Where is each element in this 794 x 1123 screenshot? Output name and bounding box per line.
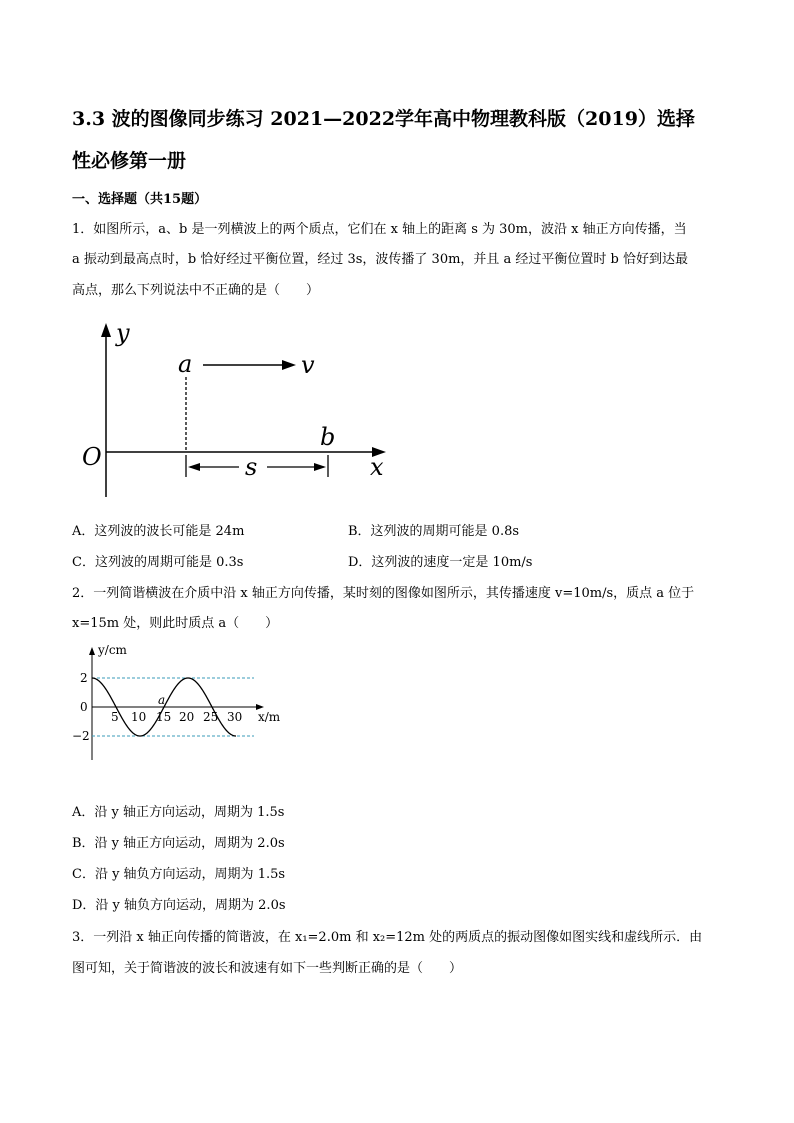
q2-x-tick-25: 25 bbox=[203, 710, 219, 724]
page-title-line2: 性必修第一册 bbox=[72, 150, 187, 172]
q1-b-label: b bbox=[320, 423, 336, 451]
q2-option-c[interactable]: C．沿 y 轴负方向运动，周期为 1.5s bbox=[72, 867, 286, 882]
q1-s-arrow-left-icon bbox=[188, 463, 200, 471]
q2-option-b[interactable]: B．沿 y 轴正方向运动，周期为 2.0s bbox=[72, 836, 285, 851]
q2-x-tick-15: 15 bbox=[156, 710, 172, 724]
q2-point-a-label: a bbox=[158, 693, 166, 707]
q3-text-line2: 图可知，关于简谐波的波长和波速有如下一些判断正确的是（ ） bbox=[72, 961, 463, 976]
q1-figure bbox=[72, 315, 402, 505]
section-heading: 一、选择题（共15题） bbox=[72, 192, 208, 207]
q2-x-tick-30: 30 bbox=[227, 710, 243, 724]
q2-y-tick-0: 0 bbox=[80, 700, 88, 714]
q2-option-d[interactable]: D．沿 y 轴负方向运动，周期为 2.0s bbox=[72, 898, 286, 913]
q1-option-a[interactable]: A．这列波的波长可能是 24m bbox=[72, 524, 245, 539]
q2-y-arrow-icon bbox=[89, 647, 95, 655]
q1-v-label: v bbox=[301, 351, 315, 379]
q1-y-arrow-icon bbox=[101, 323, 111, 337]
q2-text-line1: 2．一列简谐横波在介质中沿 x 轴正方向传播，某时刻的图像如图所示，其传播速度 v=10m/s，质点 a 位于 bbox=[72, 586, 695, 601]
q2-x-tick-20: 20 bbox=[179, 710, 195, 724]
q2-figure bbox=[72, 640, 302, 765]
q2-x-tick-10: 10 bbox=[131, 710, 147, 724]
q1-velocity-arrow-icon bbox=[282, 360, 296, 370]
q1-s-label: s bbox=[245, 453, 258, 481]
q2-option-a[interactable]: A．沿 y 轴正方向运动，周期为 1.5s bbox=[72, 805, 285, 820]
q1-text-line1: 1．如图所示，a、b 是一列横波上的两个质点，它们在 x 轴上的距离 s 为 30m，波沿 x 轴正方向传播，当 bbox=[72, 222, 687, 237]
q2-y-tick-neg2: −2 bbox=[72, 729, 90, 743]
q1-option-d[interactable]: D．这列波的速度一定是 10m/s bbox=[348, 555, 533, 570]
q2-x-tick-5: 5 bbox=[111, 710, 119, 724]
q2-text-line2: x=15m 处，则此时质点 a（ ） bbox=[72, 616, 279, 631]
q1-origin-label: O bbox=[82, 443, 102, 471]
q1-option-b[interactable]: B．这列波的周期可能是 0.8s bbox=[348, 524, 520, 539]
q1-x-label: x bbox=[370, 453, 384, 481]
q1-text-line2: a 振动到最高点时，b 恰好经过平衡位置，经过 3s，波传播了 30m，并且 a 经过平衡位置时 b 恰好到达最 bbox=[72, 252, 689, 267]
page-title-line1: 3.3 波的图像同步练习 2021—2022学年高中物理教科版（2019）选择 bbox=[72, 108, 695, 130]
q1-y-label: y bbox=[116, 319, 130, 347]
q2-y-label: y/cm bbox=[98, 643, 127, 657]
q1-a-label: a bbox=[178, 350, 193, 378]
q1-option-c[interactable]: C．这列波的周期可能是 0.3s bbox=[72, 555, 244, 570]
q1-text-line3: 高点，那么下列说法中不正确的是（ ） bbox=[72, 283, 320, 298]
q1-s-arrow-right-icon bbox=[314, 463, 326, 471]
q3-text-line1: 3．一列沿 x 轴正向传播的简谐波，在 x₁=2.0m 和 x₂=12m 处的两质点的振动图像如图实线和虚线所示．由 bbox=[72, 930, 703, 945]
q2-y-tick-2: 2 bbox=[80, 671, 88, 685]
q2-x-label: x/m bbox=[258, 710, 281, 724]
